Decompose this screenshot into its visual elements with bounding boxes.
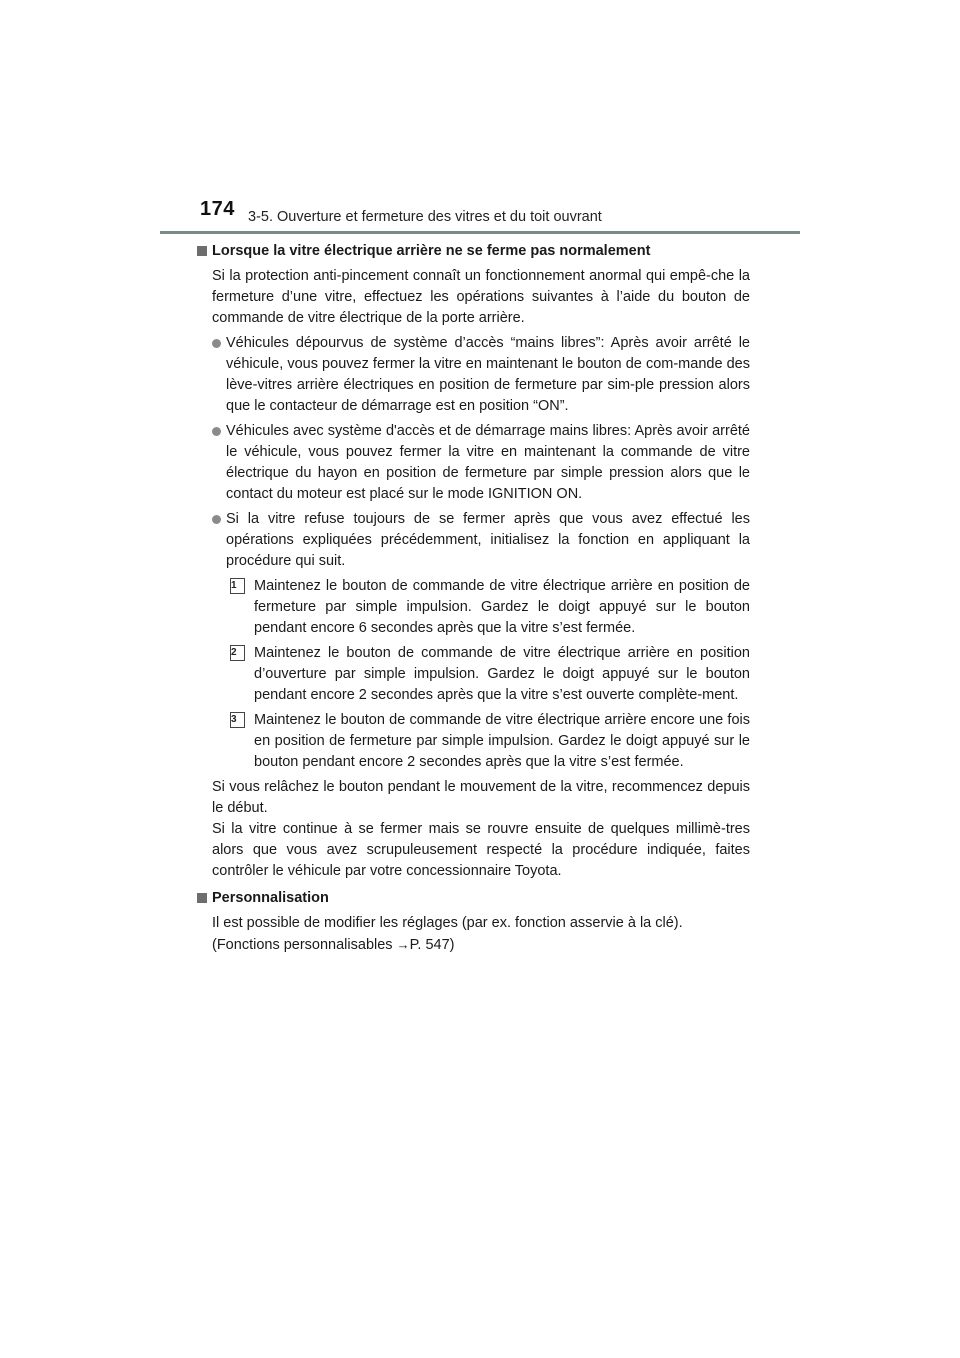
bullet-item: [212, 509, 750, 572]
square-bullet-icon: [197, 893, 207, 903]
round-bullet-icon: [212, 339, 221, 348]
bullet-item: [212, 421, 750, 505]
header-rule: [160, 231, 800, 234]
step-number-badge: 1: [230, 578, 245, 594]
round-bullet-icon: [212, 515, 221, 524]
note-paragraph: Si vous relâchez le bouton pendant le mouvement de la vitre, recommencez depuis le début.: [212, 779, 750, 816]
page-reference-link[interactable]: P. 547): [409, 937, 455, 953]
section-heading-rear-window: [197, 241, 750, 262]
intro-paragraph: Si la protection anti-pincement connaît un fonctionnement anormal qui empê-che la fermeture d’une vitre, effectuez les opérations suivantes à l’aide du bouton de commande de vitre électrique de la porte arrière.: [212, 268, 750, 326]
section-heading-customization: [197, 888, 750, 909]
bullet-text: Si la vitre refuse toujours de se fermer après que vous avez effectué les opérations expliquées précédemment, initialisez la fonction en appliquant la procédure qui suit.: [226, 511, 750, 569]
note-paragraph: Si la vitre continue à se fermer mais se rouvre ensuite de quelques millimè-tres alors que vous avez scrupuleusement respecté la procédure indiquée, faites contrôler le véhicule par votre concessionnaire Toyota.: [212, 821, 750, 879]
section-heading-text: Personnalisation: [212, 890, 329, 906]
bullet-item: [212, 333, 750, 417]
step-number-badge: 2: [230, 645, 245, 661]
arrow-right-icon: →: [396, 937, 410, 952]
page-content: [212, 241, 750, 956]
chapter-title: 3-5. Ouverture et fermeture des vitres et du toit ouvrant: [248, 209, 602, 225]
page-header: [0, 0, 960, 240]
step-text: Maintenez le bouton de commande de vitre électrique arrière en position de fermeture par simple impulsion. Gardez le doigt appuyé sur le bouton pendant encore 6 secondes après que la vitre s’est fermée.: [254, 578, 750, 636]
procedure-step: [212, 643, 750, 706]
square-bullet-icon: [197, 246, 207, 256]
page-number: 174: [200, 198, 235, 220]
procedure-step: [212, 710, 750, 773]
step-number-badge: 3: [230, 712, 245, 728]
reference-prefix: (Fonctions personnalisables: [212, 937, 397, 953]
customization-reference: [212, 934, 750, 956]
step-text: Maintenez le bouton de commande de vitre électrique arrière en position d’ouverture par simple impulsion. Gardez le doigt appuyé sur le bouton pendant encore 2 secondes après que la vitre s’est ouverte complète-ment.: [254, 645, 750, 703]
customization-text: Il est possible de modifier les réglages (par ex. fonction asservie à la clé).: [212, 915, 683, 931]
step-text: Maintenez le bouton de commande de vitre électrique arrière encore une fois en position de fermeture par simple impulsion. Gardez le doigt appuyé sur le bouton pendant encore 2 secondes après que la vitre s’est fermée.: [254, 712, 750, 770]
bullet-text: Véhicules dépourvus de système d’accès “mains libres”: Après avoir arrêté le véhicule, vous pouvez fermer la vitre en maintenant le bouton de com-mande des lève-vitres arrière électriques en position de fermeture par sim-ple pression alors que le contacteur de démarrage est en position “ON”.: [226, 335, 750, 414]
procedure-step: [212, 576, 750, 639]
bullet-text: Véhicules avec système d'accès et de démarrage mains libres: Après avoir arrêté le véhicule, vous pouvez fermer la vitre en maintenant la commande de vitre électrique du hayon en position de fermeture par simple pression alors que le contact du moteur est placé sur le mode IGNITION ON.: [226, 423, 750, 502]
round-bullet-icon: [212, 427, 221, 436]
section-heading-text: Lorsque la vitre électrique arrière ne se ferme pas normalement: [212, 243, 651, 259]
